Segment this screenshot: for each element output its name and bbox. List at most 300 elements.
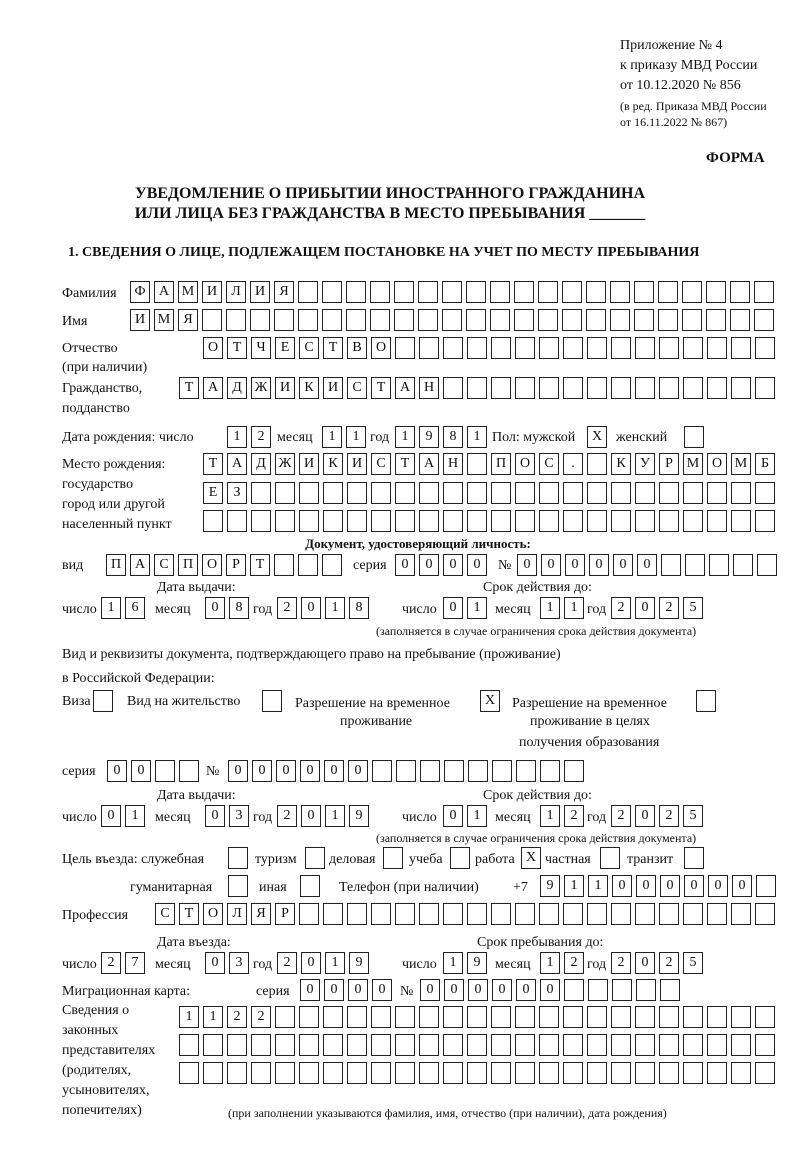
char-cell[interactable] — [443, 903, 463, 925]
char-cell[interactable]: С — [154, 554, 174, 576]
char-cell[interactable] — [491, 903, 511, 925]
char-cell[interactable] — [587, 903, 607, 925]
char-cell[interactable] — [514, 281, 534, 303]
char-cell[interactable]: Д — [251, 453, 271, 475]
char-cell[interactable]: А — [419, 453, 439, 475]
char-cell[interactable] — [323, 510, 343, 532]
char-cell[interactable]: С — [299, 337, 319, 359]
char-cell[interactable]: 2 — [564, 805, 584, 827]
char-cell[interactable] — [564, 979, 584, 1001]
char-cell[interactable]: С — [347, 377, 367, 399]
char-cell[interactable] — [563, 482, 583, 504]
char-cell[interactable] — [347, 1062, 367, 1084]
char-cell[interactable] — [563, 377, 583, 399]
char-cell[interactable] — [251, 1062, 271, 1084]
char-cell[interactable] — [754, 281, 774, 303]
char-cell[interactable] — [563, 510, 583, 532]
char-cell[interactable]: Т — [395, 453, 415, 475]
char-cell[interactable]: М — [154, 309, 174, 331]
char-cell[interactable] — [682, 281, 702, 303]
char-cell[interactable] — [419, 1006, 439, 1028]
char-cell[interactable] — [371, 482, 391, 504]
char-cell[interactable]: М — [683, 453, 703, 475]
char-cell[interactable]: Ж — [275, 453, 295, 475]
char-cell[interactable] — [731, 1006, 751, 1028]
char-cell[interactable] — [443, 510, 463, 532]
char-cell[interactable]: О — [202, 554, 222, 576]
char-cell[interactable] — [203, 1062, 223, 1084]
char-cell[interactable] — [492, 760, 512, 782]
char-cell[interactable] — [419, 903, 439, 925]
char-cell[interactable] — [466, 281, 486, 303]
char-cell[interactable] — [707, 903, 727, 925]
char-cell[interactable] — [611, 1006, 631, 1028]
char-cell[interactable] — [323, 1062, 343, 1084]
char-cell[interactable]: 0 — [468, 979, 488, 1001]
char-cell[interactable]: 0 — [131, 760, 151, 782]
char-cell[interactable] — [612, 979, 632, 1001]
char-cell[interactable]: 1 — [467, 805, 487, 827]
char-cell[interactable] — [227, 1034, 247, 1056]
char-cell[interactable] — [467, 1034, 487, 1056]
char-cell[interactable]: П — [106, 554, 126, 576]
char-cell[interactable] — [586, 281, 606, 303]
char-cell[interactable] — [539, 510, 559, 532]
char-cell[interactable]: 0 — [516, 979, 536, 1001]
checkbox-cell[interactable] — [300, 875, 320, 897]
char-cell[interactable] — [659, 903, 679, 925]
char-cell[interactable]: П — [491, 453, 511, 475]
char-cell[interactable] — [443, 1062, 463, 1084]
char-cell[interactable] — [514, 309, 534, 331]
char-cell[interactable] — [372, 760, 392, 782]
char-cell[interactable] — [443, 377, 463, 399]
char-cell[interactable] — [515, 482, 535, 504]
char-cell[interactable]: 0 — [443, 597, 463, 619]
char-cell[interactable]: 0 — [492, 979, 512, 1001]
char-cell[interactable]: 1 — [179, 1006, 199, 1028]
char-cell[interactable] — [706, 281, 726, 303]
char-cell[interactable] — [370, 281, 390, 303]
char-cell[interactable]: О — [707, 453, 727, 475]
char-cell[interactable]: М — [731, 453, 751, 475]
char-cell[interactable]: Р — [275, 903, 295, 925]
char-cell[interactable]: А — [395, 377, 415, 399]
char-cell[interactable] — [299, 510, 319, 532]
char-cell[interactable]: Т — [250, 554, 270, 576]
char-cell[interactable] — [419, 510, 439, 532]
checkbox-cell[interactable] — [262, 690, 282, 712]
char-cell[interactable] — [661, 554, 681, 576]
char-cell[interactable] — [611, 1034, 631, 1056]
char-cell[interactable]: 0 — [589, 554, 609, 576]
char-cell[interactable]: С — [539, 453, 559, 475]
checkbox-cell[interactable] — [684, 426, 704, 448]
char-cell[interactable] — [755, 510, 775, 532]
char-cell[interactable] — [539, 1062, 559, 1084]
char-cell[interactable] — [707, 1006, 727, 1028]
char-cell[interactable] — [660, 979, 680, 1001]
char-cell[interactable] — [371, 1062, 391, 1084]
char-cell[interactable] — [635, 1034, 655, 1056]
char-cell[interactable] — [227, 1062, 247, 1084]
char-cell[interactable] — [274, 309, 294, 331]
char-cell[interactable]: 1 — [540, 805, 560, 827]
char-cell[interactable]: 1 — [325, 805, 345, 827]
char-cell[interactable]: 0 — [205, 597, 225, 619]
char-cell[interactable] — [419, 482, 439, 504]
char-cell[interactable]: Т — [371, 377, 391, 399]
char-cell[interactable] — [757, 554, 777, 576]
checkbox-cell[interactable]: X — [587, 426, 607, 448]
char-cell[interactable] — [634, 281, 654, 303]
char-cell[interactable] — [756, 875, 776, 897]
char-cell[interactable] — [588, 979, 608, 1001]
char-cell[interactable] — [467, 453, 487, 475]
char-cell[interactable]: Р — [659, 453, 679, 475]
char-cell[interactable] — [683, 1006, 703, 1028]
char-cell[interactable]: О — [371, 337, 391, 359]
char-cell[interactable]: И — [299, 453, 319, 475]
char-cell[interactable] — [515, 377, 535, 399]
char-cell[interactable]: Б — [755, 453, 775, 475]
char-cell[interactable]: 0 — [517, 554, 537, 576]
char-cell[interactable]: 1 — [325, 952, 345, 974]
char-cell[interactable] — [275, 1034, 295, 1056]
char-cell[interactable]: 0 — [276, 760, 296, 782]
char-cell[interactable]: 2 — [611, 597, 631, 619]
char-cell[interactable]: 0 — [420, 979, 440, 1001]
char-cell[interactable] — [322, 281, 342, 303]
char-cell[interactable] — [707, 1062, 727, 1084]
char-cell[interactable]: 1 — [588, 875, 608, 897]
char-cell[interactable]: Т — [179, 377, 199, 399]
char-cell[interactable] — [490, 281, 510, 303]
char-cell[interactable] — [491, 1034, 511, 1056]
char-cell[interactable] — [395, 482, 415, 504]
char-cell[interactable]: М — [178, 281, 198, 303]
char-cell[interactable] — [226, 309, 246, 331]
char-cell[interactable]: К — [299, 377, 319, 399]
char-cell[interactable] — [323, 1034, 343, 1056]
char-cell[interactable]: О — [515, 453, 535, 475]
char-cell[interactable]: 0 — [467, 554, 487, 576]
char-cell[interactable] — [682, 309, 702, 331]
char-cell[interactable] — [515, 903, 535, 925]
char-cell[interactable] — [731, 510, 751, 532]
char-cell[interactable]: 0 — [419, 554, 439, 576]
char-cell[interactable] — [275, 1006, 295, 1028]
char-cell[interactable] — [731, 1034, 751, 1056]
char-cell[interactable] — [395, 337, 415, 359]
char-cell[interactable]: И — [323, 377, 343, 399]
char-cell[interactable]: 2 — [277, 597, 297, 619]
char-cell[interactable] — [491, 1062, 511, 1084]
char-cell[interactable]: 1 — [564, 597, 584, 619]
char-cell[interactable] — [491, 482, 511, 504]
char-cell[interactable] — [563, 903, 583, 925]
char-cell[interactable] — [203, 1034, 223, 1056]
char-cell[interactable] — [490, 309, 510, 331]
char-cell[interactable]: И — [202, 281, 222, 303]
char-cell[interactable] — [611, 510, 631, 532]
char-cell[interactable]: А — [130, 554, 150, 576]
char-cell[interactable]: 0 — [565, 554, 585, 576]
char-cell[interactable] — [755, 1062, 775, 1084]
char-cell[interactable] — [586, 309, 606, 331]
char-cell[interactable] — [299, 1062, 319, 1084]
char-cell[interactable] — [491, 337, 511, 359]
char-cell[interactable]: 1 — [346, 426, 366, 448]
char-cell[interactable] — [515, 1062, 535, 1084]
char-cell[interactable] — [467, 510, 487, 532]
char-cell[interactable]: 0 — [540, 979, 560, 1001]
char-cell[interactable] — [467, 482, 487, 504]
char-cell[interactable] — [467, 903, 487, 925]
char-cell[interactable] — [683, 510, 703, 532]
char-cell[interactable]: 5 — [683, 597, 703, 619]
char-cell[interactable]: 5 — [683, 952, 703, 974]
char-cell[interactable] — [298, 554, 318, 576]
char-cell[interactable] — [562, 309, 582, 331]
char-cell[interactable] — [419, 1062, 439, 1084]
char-cell[interactable] — [587, 337, 607, 359]
char-cell[interactable] — [634, 309, 654, 331]
char-cell[interactable] — [635, 482, 655, 504]
checkbox-cell[interactable] — [684, 847, 704, 869]
char-cell[interactable]: 0 — [301, 952, 321, 974]
char-cell[interactable] — [659, 482, 679, 504]
char-cell[interactable]: 1 — [203, 1006, 223, 1028]
char-cell[interactable] — [515, 337, 535, 359]
char-cell[interactable] — [467, 377, 487, 399]
char-cell[interactable] — [515, 1034, 535, 1056]
char-cell[interactable]: 0 — [205, 805, 225, 827]
char-cell[interactable] — [299, 482, 319, 504]
char-cell[interactable]: Л — [227, 903, 247, 925]
char-cell[interactable] — [515, 510, 535, 532]
char-cell[interactable]: В — [347, 337, 367, 359]
char-cell[interactable] — [683, 1062, 703, 1084]
char-cell[interactable] — [203, 510, 223, 532]
char-cell[interactable]: Е — [203, 482, 223, 504]
char-cell[interactable]: 1 — [325, 597, 345, 619]
char-cell[interactable]: 0 — [300, 760, 320, 782]
checkbox-cell[interactable] — [600, 847, 620, 869]
char-cell[interactable] — [275, 1062, 295, 1084]
char-cell[interactable]: К — [323, 453, 343, 475]
char-cell[interactable] — [683, 482, 703, 504]
char-cell[interactable]: 2 — [659, 597, 679, 619]
char-cell[interactable] — [539, 337, 559, 359]
char-cell[interactable]: 2 — [611, 952, 631, 974]
char-cell[interactable] — [444, 760, 464, 782]
char-cell[interactable] — [347, 482, 367, 504]
char-cell[interactable] — [587, 1062, 607, 1084]
char-cell[interactable] — [419, 1034, 439, 1056]
char-cell[interactable] — [467, 1062, 487, 1084]
char-cell[interactable] — [754, 309, 774, 331]
char-cell[interactable] — [731, 903, 751, 925]
char-cell[interactable] — [419, 337, 439, 359]
char-cell[interactable] — [659, 377, 679, 399]
char-cell[interactable]: 1 — [125, 805, 145, 827]
char-cell[interactable]: 8 — [229, 597, 249, 619]
char-cell[interactable] — [323, 903, 343, 925]
char-cell[interactable]: 0 — [637, 554, 657, 576]
char-cell[interactable]: 1 — [322, 426, 342, 448]
char-cell[interactable] — [491, 1006, 511, 1028]
char-cell[interactable] — [466, 309, 486, 331]
char-cell[interactable]: 2 — [227, 1006, 247, 1028]
char-cell[interactable] — [418, 281, 438, 303]
char-cell[interactable]: Ч — [251, 337, 271, 359]
char-cell[interactable]: 0 — [301, 597, 321, 619]
char-cell[interactable] — [299, 903, 319, 925]
char-cell[interactable] — [683, 1034, 703, 1056]
char-cell[interactable] — [563, 337, 583, 359]
char-cell[interactable] — [635, 1062, 655, 1084]
char-cell[interactable] — [202, 309, 222, 331]
char-cell[interactable] — [635, 510, 655, 532]
checkbox-cell[interactable]: X — [521, 847, 541, 869]
char-cell[interactable] — [635, 377, 655, 399]
char-cell[interactable]: 9 — [540, 875, 560, 897]
char-cell[interactable] — [730, 281, 750, 303]
char-cell[interactable]: П — [178, 554, 198, 576]
char-cell[interactable]: 0 — [348, 760, 368, 782]
char-cell[interactable]: 9 — [349, 952, 369, 974]
char-cell[interactable]: З — [227, 482, 247, 504]
checkbox-cell[interactable]: X — [480, 690, 500, 712]
char-cell[interactable] — [659, 1062, 679, 1084]
char-cell[interactable]: 0 — [107, 760, 127, 782]
char-cell[interactable] — [467, 1006, 487, 1028]
char-cell[interactable] — [395, 1006, 415, 1028]
char-cell[interactable]: 2 — [659, 952, 679, 974]
char-cell[interactable]: У — [635, 453, 655, 475]
char-cell[interactable] — [442, 281, 462, 303]
char-cell[interactable]: А — [227, 453, 247, 475]
char-cell[interactable] — [323, 482, 343, 504]
char-cell[interactable]: 9 — [349, 805, 369, 827]
char-cell[interactable]: 0 — [732, 875, 752, 897]
char-cell[interactable]: 0 — [205, 952, 225, 974]
char-cell[interactable] — [323, 1006, 343, 1028]
char-cell[interactable]: 0 — [443, 805, 463, 827]
char-cell[interactable] — [610, 281, 630, 303]
char-cell[interactable] — [347, 510, 367, 532]
char-cell[interactable] — [731, 1062, 751, 1084]
char-cell[interactable] — [251, 482, 271, 504]
checkbox-cell[interactable] — [93, 690, 113, 712]
char-cell[interactable]: 2 — [277, 952, 297, 974]
char-cell[interactable] — [298, 281, 318, 303]
char-cell[interactable]: 1 — [564, 875, 584, 897]
char-cell[interactable] — [371, 1006, 391, 1028]
char-cell[interactable] — [611, 377, 631, 399]
char-cell[interactable] — [539, 1006, 559, 1028]
char-cell[interactable]: 1 — [227, 426, 247, 448]
char-cell[interactable] — [179, 760, 199, 782]
checkbox-cell[interactable] — [228, 875, 248, 897]
char-cell[interactable]: 0 — [635, 805, 655, 827]
char-cell[interactable]: 0 — [444, 979, 464, 1001]
char-cell[interactable]: Ф — [130, 281, 150, 303]
char-cell[interactable]: 0 — [635, 597, 655, 619]
char-cell[interactable] — [707, 337, 727, 359]
char-cell[interactable] — [347, 1006, 367, 1028]
char-cell[interactable] — [683, 337, 703, 359]
char-cell[interactable]: 2 — [564, 952, 584, 974]
char-cell[interactable]: А — [154, 281, 174, 303]
char-cell[interactable] — [683, 377, 703, 399]
char-cell[interactable]: С — [371, 453, 391, 475]
char-cell[interactable]: Т — [323, 337, 343, 359]
char-cell[interactable] — [275, 482, 295, 504]
char-cell[interactable]: 6 — [125, 597, 145, 619]
char-cell[interactable] — [755, 482, 775, 504]
char-cell[interactable] — [396, 760, 416, 782]
char-cell[interactable] — [179, 1034, 199, 1056]
char-cell[interactable] — [683, 903, 703, 925]
char-cell[interactable]: Ж — [251, 377, 271, 399]
char-cell[interactable] — [635, 337, 655, 359]
char-cell[interactable] — [733, 554, 753, 576]
char-cell[interactable] — [658, 281, 678, 303]
char-cell[interactable] — [709, 554, 729, 576]
char-cell[interactable] — [371, 510, 391, 532]
char-cell[interactable] — [731, 377, 751, 399]
char-cell[interactable] — [685, 554, 705, 576]
char-cell[interactable]: 0 — [636, 875, 656, 897]
char-cell[interactable]: Е — [275, 337, 295, 359]
char-cell[interactable] — [395, 903, 415, 925]
char-cell[interactable] — [491, 510, 511, 532]
char-cell[interactable] — [516, 760, 536, 782]
char-cell[interactable] — [539, 482, 559, 504]
char-cell[interactable] — [731, 337, 751, 359]
char-cell[interactable] — [227, 510, 247, 532]
char-cell[interactable] — [251, 1034, 271, 1056]
char-cell[interactable]: Т — [179, 903, 199, 925]
char-cell[interactable] — [610, 309, 630, 331]
char-cell[interactable] — [395, 510, 415, 532]
char-cell[interactable] — [587, 1034, 607, 1056]
checkbox-cell[interactable] — [305, 847, 325, 869]
char-cell[interactable] — [755, 1006, 775, 1028]
char-cell[interactable]: 2 — [659, 805, 679, 827]
char-cell[interactable] — [443, 1006, 463, 1028]
char-cell[interactable] — [155, 760, 175, 782]
char-cell[interactable]: 1 — [395, 426, 415, 448]
char-cell[interactable] — [563, 1006, 583, 1028]
char-cell[interactable]: 5 — [683, 805, 703, 827]
char-cell[interactable]: 3 — [229, 952, 249, 974]
char-cell[interactable]: Т — [203, 453, 223, 475]
char-cell[interactable] — [346, 281, 366, 303]
char-cell[interactable] — [755, 1034, 775, 1056]
char-cell[interactable] — [730, 309, 750, 331]
char-cell[interactable]: 0 — [708, 875, 728, 897]
char-cell[interactable]: 1 — [467, 597, 487, 619]
char-cell[interactable] — [179, 1062, 199, 1084]
char-cell[interactable] — [611, 903, 631, 925]
char-cell[interactable] — [563, 1034, 583, 1056]
char-cell[interactable] — [635, 1006, 655, 1028]
char-cell[interactable]: 0 — [635, 952, 655, 974]
char-cell[interactable]: О — [203, 337, 223, 359]
